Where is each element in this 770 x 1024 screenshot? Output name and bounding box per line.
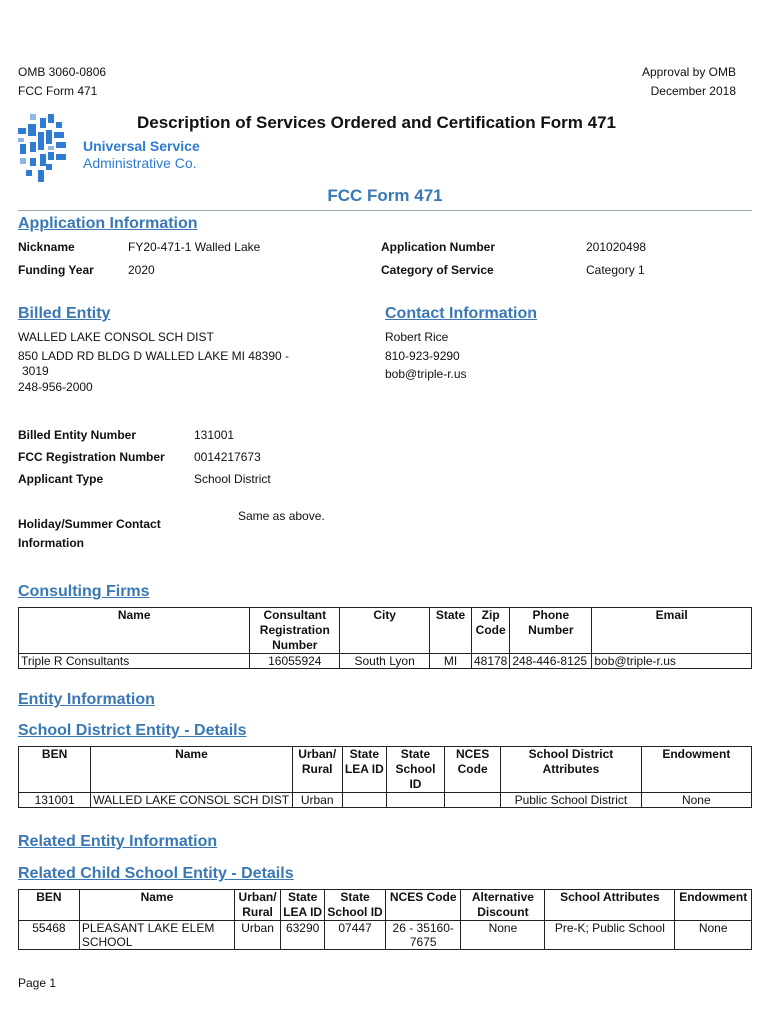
table-row <box>19 654 752 669</box>
district-school-id <box>386 793 444 808</box>
col-endowment: Endowment <box>675 890 752 921</box>
billed-entity-address2: 3019 <box>22 364 49 378</box>
contact-title: Contact Information <box>385 305 537 322</box>
consulting-header-row <box>19 608 752 654</box>
child-name: PLEASANT LAKE ELEM SCHOOL <box>79 921 234 950</box>
child-endowment: None <box>675 921 752 950</box>
col-urban: Urban/ Rural <box>235 890 281 921</box>
table-row <box>19 793 752 808</box>
col-alt-discount: Alternative Discount <box>461 890 545 921</box>
logo-line1: Universal Service <box>83 138 200 154</box>
col-name: Name <box>19 608 250 654</box>
col-ben: BEN <box>19 890 80 921</box>
application-section-title: Application Information <box>18 215 198 232</box>
child-alt-discount: None <box>461 921 545 950</box>
child-attributes: Pre-K; Public School <box>545 921 675 950</box>
ben-label: Billed Entity Number <box>18 428 137 442</box>
funding-year-value: 2020 <box>128 263 155 277</box>
funding-year-label: Funding Year <box>18 263 94 277</box>
category-label: Category of Service <box>381 263 494 277</box>
district-header-row <box>19 747 752 793</box>
ben-value: 131001 <box>194 428 235 442</box>
frn-label: FCC Registration Number <box>18 450 165 464</box>
consultant-reg: 16055924 <box>250 654 340 669</box>
consulting-title: Consulting Firms <box>18 583 150 600</box>
child-table <box>18 889 752 950</box>
col-city: City <box>340 608 430 654</box>
child-ben: 55468 <box>19 921 80 950</box>
category-value: Category 1 <box>586 263 645 277</box>
app-number-value: 201020498 <box>586 240 647 254</box>
consultant-phone: 248-446-8125 <box>510 654 592 669</box>
col-nces: NCES Code <box>445 747 501 793</box>
consultant-city: South Lyon <box>340 654 430 669</box>
district-lea <box>342 793 386 808</box>
col-phone: Phone Number <box>510 608 592 654</box>
col-entity-name: Name <box>91 747 292 793</box>
col-school-id: State School ID <box>386 747 444 793</box>
billed-entity-phone: 248-956-2000 <box>18 380 93 394</box>
holiday-label-line1: Holiday/Summer Contact <box>18 517 161 531</box>
child-lea: 63290 <box>281 921 325 950</box>
col-endowment: Endowment <box>641 747 751 793</box>
child-nces: 26 - 35160- 7675 <box>385 921 461 950</box>
child-header-row <box>19 890 752 921</box>
col-school-attributes: School Attributes <box>545 890 675 921</box>
col-registration: Consultant Registration Number <box>250 608 340 654</box>
form-heading: FCC Form 471 <box>327 186 443 205</box>
col-lea: State LEA ID <box>342 747 386 793</box>
district-urban: Urban <box>292 793 342 808</box>
form-id: FCC Form 471 <box>18 84 98 98</box>
district-details-title: School District Entity - Details <box>18 722 247 739</box>
approval-date: December 2018 <box>650 84 736 98</box>
col-school-name: Name <box>79 890 234 921</box>
col-nces: NCES Code <box>385 890 461 921</box>
billed-entity-address1: 850 LADD RD BLDG D WALLED LAKE MI 48390 - <box>18 349 289 363</box>
consulting-table <box>18 607 752 669</box>
district-nces <box>445 793 501 808</box>
heading-divider <box>18 210 752 211</box>
district-endowment: None <box>641 793 751 808</box>
approval-label: Approval by OMB <box>641 65 736 79</box>
district-name: WALLED LAKE CONSOL SCH DIST <box>91 793 292 808</box>
child-urban: Urban <box>235 921 281 950</box>
applicant-type-value: School District <box>194 472 271 486</box>
table-row <box>19 921 752 950</box>
contact-phone: 810-923-9290 <box>385 349 460 363</box>
entity-title: Entity Information <box>18 691 155 708</box>
col-urban: Urban/ Rural <box>292 747 342 793</box>
col-zip: Zip Code <box>471 608 509 654</box>
nickname-label: Nickname <box>18 240 75 254</box>
billed-entity-name: WALLED LAKE CONSOL SCH DIST <box>18 330 214 344</box>
related-title: Related Entity Information <box>18 833 218 850</box>
district-attributes: Public School District <box>501 793 641 808</box>
omb-number: OMB 3060-0806 <box>18 65 107 79</box>
nickname-value: FY20-471-1 Walled Lake <box>128 240 261 254</box>
consultant-name: Triple R Consultants <box>19 654 250 669</box>
col-ben: BEN <box>19 747 91 793</box>
consultant-state: MI <box>430 654 472 669</box>
child-school-id: 07447 <box>325 921 386 950</box>
usac-logo-icon <box>16 112 76 184</box>
col-state: State <box>430 608 472 654</box>
page-number: Page 1 <box>18 976 57 990</box>
district-table <box>18 746 752 808</box>
col-school-id: State School ID <box>325 890 386 921</box>
col-lea: State LEA ID <box>281 890 325 921</box>
frn-value: 0014217673 <box>194 450 261 464</box>
consultant-zip: 48178 <box>471 654 509 669</box>
main-title: Description of Services Ordered and Certification Form 471 <box>137 113 616 132</box>
applicant-type-label: Applicant Type <box>18 472 104 486</box>
holiday-value: Same as above. <box>238 509 325 523</box>
holiday-label-line2: Information <box>18 536 84 550</box>
logo-line2: Administrative Co. <box>83 155 197 171</box>
billed-entity-title: Billed Entity <box>18 305 111 322</box>
app-number-label: Application Number <box>381 240 496 254</box>
contact-email[interactable]: bob@triple-r.us <box>385 367 467 381</box>
consultant-email[interactable]: bob@triple-r.us <box>592 654 752 669</box>
col-email: Email <box>592 608 752 654</box>
district-ben: 131001 <box>19 793 91 808</box>
child-details-title: Related Child School Entity - Details <box>18 865 294 882</box>
contact-name: Robert Rice <box>385 330 449 344</box>
col-attributes: School District Attributes <box>501 747 641 793</box>
